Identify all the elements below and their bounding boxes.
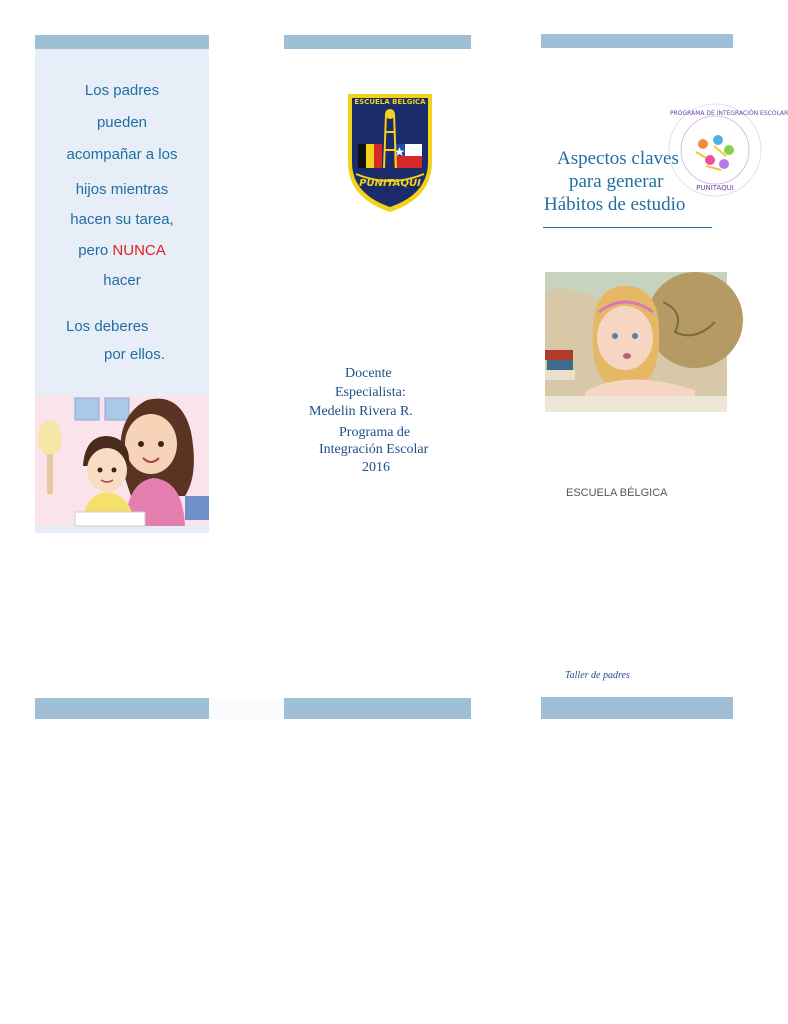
program-line-2: Integración Escolar: [319, 442, 429, 457]
teacher-name: Medelin Rivera R.: [309, 404, 413, 419]
mother-child-illustration: [35, 396, 209, 526]
pero-text: pero: [78, 242, 113, 259]
workshop-label: Taller de padres: [565, 670, 630, 681]
program-year: 2016: [362, 460, 390, 475]
message-line: hacer: [103, 272, 141, 289]
school-crest: [346, 92, 434, 214]
message-line: acompañar a los: [66, 146, 178, 163]
message-line: hijos mientras: [75, 181, 169, 198]
crest-svg: [346, 92, 434, 214]
integration-program-logo: [666, 100, 788, 200]
por-ellos-line: por ellos.: [104, 346, 165, 363]
nunca-emphasis: NUNCA: [112, 242, 166, 259]
crest-bottom-text: PUNITAQUI: [359, 178, 421, 189]
logo-bottom-text: PUNITAQUI: [696, 184, 734, 192]
mother-child-svg: [35, 396, 209, 526]
brochure-title-line-2: para generar: [569, 171, 664, 192]
crest-top-text: ESCUELA BELGICA: [354, 98, 426, 106]
right-top-bar: [541, 34, 733, 48]
message-line: hacen su tarea,: [70, 211, 174, 228]
message-line: Los padres: [84, 82, 160, 99]
middle-bottom-bar: [284, 698, 471, 719]
message-line-nunca: [35, 242, 209, 259]
girl-globe-photo: [545, 272, 727, 412]
program-line-1: Programa de: [339, 425, 411, 440]
middle-top-bar: [284, 35, 471, 49]
title-underline: [543, 227, 712, 228]
right-bottom-bar: [541, 697, 733, 719]
brochure-title-line-1: Aspectos claves: [557, 148, 679, 169]
brochure-title-line-3: Hábitos de estudio: [544, 194, 686, 215]
school-name: ESCUELA BÉLGICA: [566, 487, 668, 499]
logo-ring-text: PROGRAMA DE INTEGRACIÓN ESCOLAR: [670, 110, 788, 117]
docente-label: Docente: [345, 366, 392, 381]
left-bottom-bar: [35, 698, 209, 719]
left-panel-message: [35, 0, 209, 400]
especialista-label: Especialista:: [335, 385, 406, 400]
bottom-bar-gap: [209, 698, 284, 719]
girl-globe-svg: [545, 272, 727, 412]
message-line: pueden: [96, 114, 148, 131]
deberes-line: Los deberes: [66, 318, 149, 335]
